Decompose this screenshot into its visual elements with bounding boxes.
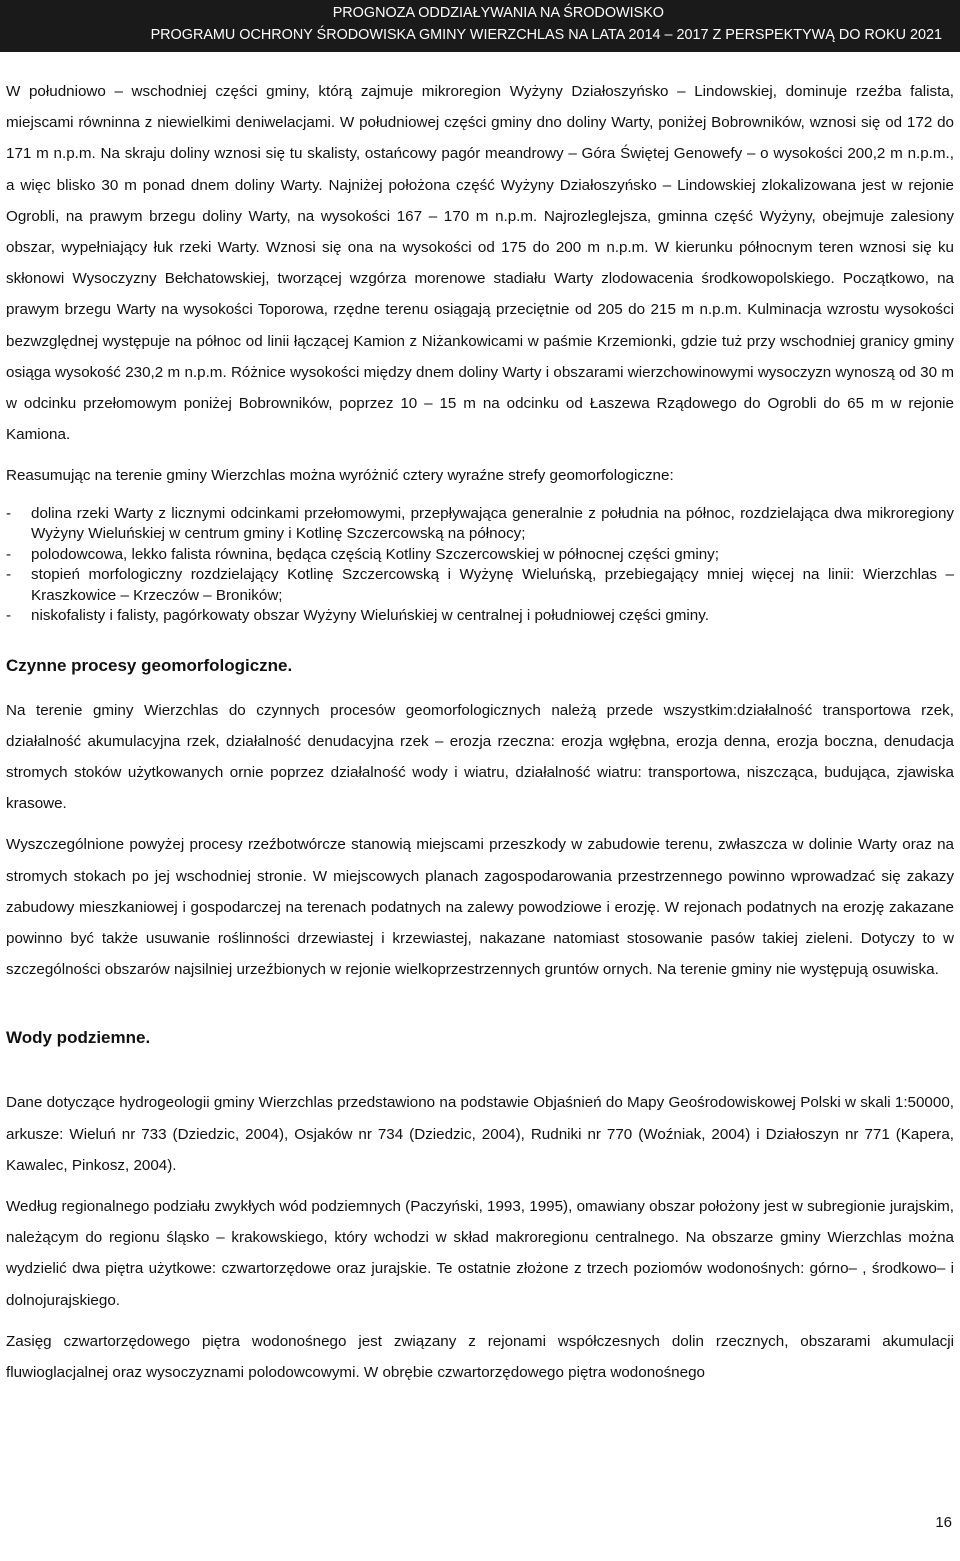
header-title-line-1: PROGNOZA ODDZIAŁYWANIA NA ŚRODOWISKO xyxy=(332,5,664,21)
paragraph-relief-description: W południowo – wschodniej części gminy, którą zajmuje mikroregion Wyżyny Działoszyńsko – Lindowskiej, dominuje rzeźba falista, miejscami równinna z niewielkimi deniwelacjami. W południowej części gminy dno doliny Warty, poniżej Bobrowników, wznosi się od 172 do 171 m n.p.m. Na skraju doliny wznosi się tu skalisty, ostańcowy pagór meandrowy – Góra Świętej Genowefy – o wysokości 200,2 m n.p.m., a więc blisko 30 m ponad dnem doliny Warty. Najniżej położona część Wyżyny Działoszyńsko – Lindowskiej zlokalizowana jest w rejonie Ogrobli, na prawym brzegu doliny Warty, na wysokości 167 – 170 m n.p.m. Najrozleglejsza, gminna część Wyżyny, obejmuje zalesiony obszar, wypełniający łuk rzeki Warty. Wznosi się ona na wysokości od 175 do 200 m n.p.m. W kierunku północnym teren wznosi się ku skłonowi Wysoczyzny Bełchatowskiej, tworzącej wzgórza morenowe stadiału Warty zlodowacenia środkowopolskiego. Początkowo, na prawym brzegu Warty na wysokości Toporowa, rzędne terenu osiągają przeciętnie od 205 do 215 m n.p.m. Kulminacja wzrostu wysokości bezwzględnej występuje na północ od linii łączącej Kamion z Niżankowicami w paśmie Krzemionki, gdzie tuż przy wschodniej granicy gminy osiąga wysokość 230,2 m n.p.m. Różnice wysokości między dnem doliny Warty i obszarami wierzchowinowymi wysoczyzn wynoszą od 30 m w odcinku przełomowym poniżej Bobrowników, poprzez 10 – 15 m na odcinku od Łaszewa Rządowego do Ogrobli do 65 m w rejonie Kamiona. xyxy=(6,83,954,444)
paragraph-regional-division: Według regionalnego podziału zwykłych wód podziemnych (Paczyński, 1993, 1995), omawiany obszar położony jest w subregionie jurajskim, należącym do regionu śląsko – krakowskiego, który wchodzi w skład makroregionu centralnego. Na obszarze gminy Wierzchlas można wydzielić dwa piętra użytkowe: czwartorzędowe oraz jurajskie. Te ostatnie złożone z trzech poziomów wodonośnych: górno– , środkowo– i dolnojurajskiego. xyxy=(6,1198,954,1309)
list-item-text: stopień morfologiczny rozdzielający Kotlinę Szczercowską i Wyżynę Wieluńską, przebiegający mniej więcej na linii: Wierzchlas – Kraszkowice – Krzeczów – Broników; xyxy=(31,566,954,604)
section-heading-active-processes: Czynne procesy geomorfologiczne. xyxy=(6,655,293,675)
document-body xyxy=(6,76,954,1388)
paragraph-hydrogeology-sources: Dane dotyczące hydrogeologii gminy Wierzchlas przedstawiono na podstawie Objaśnień do Mapy Geośrodowiskowej Polski w skali 1:50000, arkusze: Wieluń nr 733 (Dziedzic, 2004), Osjaków nr 734 (Dziedzic, 2004), Rudniki nr 770 (Woźniak, 2004) i Działoszyn nr 771 (Kapera, Kawalec, Pinkosz, 2004). xyxy=(6,1094,954,1174)
geomorphological-zones-list xyxy=(6,504,954,627)
list-dash: - xyxy=(6,566,12,584)
page-number: 16 xyxy=(935,1514,952,1531)
list-dash: - xyxy=(6,607,12,625)
paragraph-geomorphological-zones-intro: Reasumując na terenie gminy Wierzchlas można wyróżnić cztery wyraźne strefy geomorfologiczne: xyxy=(6,467,674,485)
list-item xyxy=(6,545,954,566)
paragraph-building-restrictions: Wyszczególnione powyżej procesy rzeźbotwórcze stanowią miejscami przeszkody w zabudowie terenu, zwłaszcza w dolinie Warty oraz na stromych stokach po jej wschodniej stronie. W miejscowych planach zagospodarowania przestrzennego powinno wprowadzać się zakazy zabudowy mieszkaniowej i gospodarczej na terenach podatnych na zalewy powodziowe i erozję. W rejonach podatnych na erozję zakazane powinno być także usuwanie roślinności drzewiastej i krzewiastej, nakazane natomiast stosowanie pasów takiej zieleni. Dotyczy to w szczególności obszarów najsilniej urzeźbionych w rejonie wielkoprzestrzennych gruntów ornych. Na terenie gminy nie występują osuwiska. xyxy=(6,836,954,979)
paragraph-active-processes: Na terenie gminy Wierzchlas do czynnych procesów geomorfologicznych należą przede wszystkim:działalność transportowa rzek, działalność akumulacyjna rzek, działalność denudacyjna rzek – erozja rzeczna: erozja wgłębna, erozja denna, erozja boczna, denudacja stromych stoków użytkowanych ornie poprzez działalność wody i wiatru, działalność wiatru: transportowa, niszcząca, budująca, zjawiska krasowe. xyxy=(6,701,954,813)
list-dash: - xyxy=(6,504,12,522)
list-item xyxy=(6,504,954,545)
header-title-line-2: PROGRAMU OCHRONY ŚRODOWISKA GMINY WIERZCHLAS NA LATA 2014 – 2017 Z PERSPEKTYWĄ DO ROKU 2021 xyxy=(150,27,942,43)
section-heading-groundwater: Wody podziemne. xyxy=(6,1028,151,1048)
list-item-text: polodowcowa, lekko falista równina, będąca częścią Kotliny Szczercowskiej w północnej części gminy; xyxy=(31,545,719,563)
paragraph-quaternary-aquifer: Zasięg czwartorzędowego piętra wodonośnego jest związany z rejonami współczesnych dolin rzecznych, obszarami akumulacji fluwioglacjalnej oraz wysoczyznami polodowcowymi. W obrębie czwartorzędowego piętra wodonośnego xyxy=(6,1332,954,1382)
list-dash: - xyxy=(6,545,12,563)
document-header xyxy=(0,0,960,52)
list-item xyxy=(6,565,954,606)
list-item-text: niskofalisty i falisty, pagórkowaty obszar Wyżyny Wieluńskiej w centralnej i południowej części gminy. xyxy=(31,607,709,625)
list-item xyxy=(6,606,954,627)
list-item-text: dolina rzeki Warty z licznymi odcinkami przełomowymi, przepływająca generalnie z południa na północ, rozdzielająca dwa mikroregiony Wyżyny Wieluńskiej w centrum gminy i Kotlinę Szczercowską na północy; xyxy=(31,504,954,543)
